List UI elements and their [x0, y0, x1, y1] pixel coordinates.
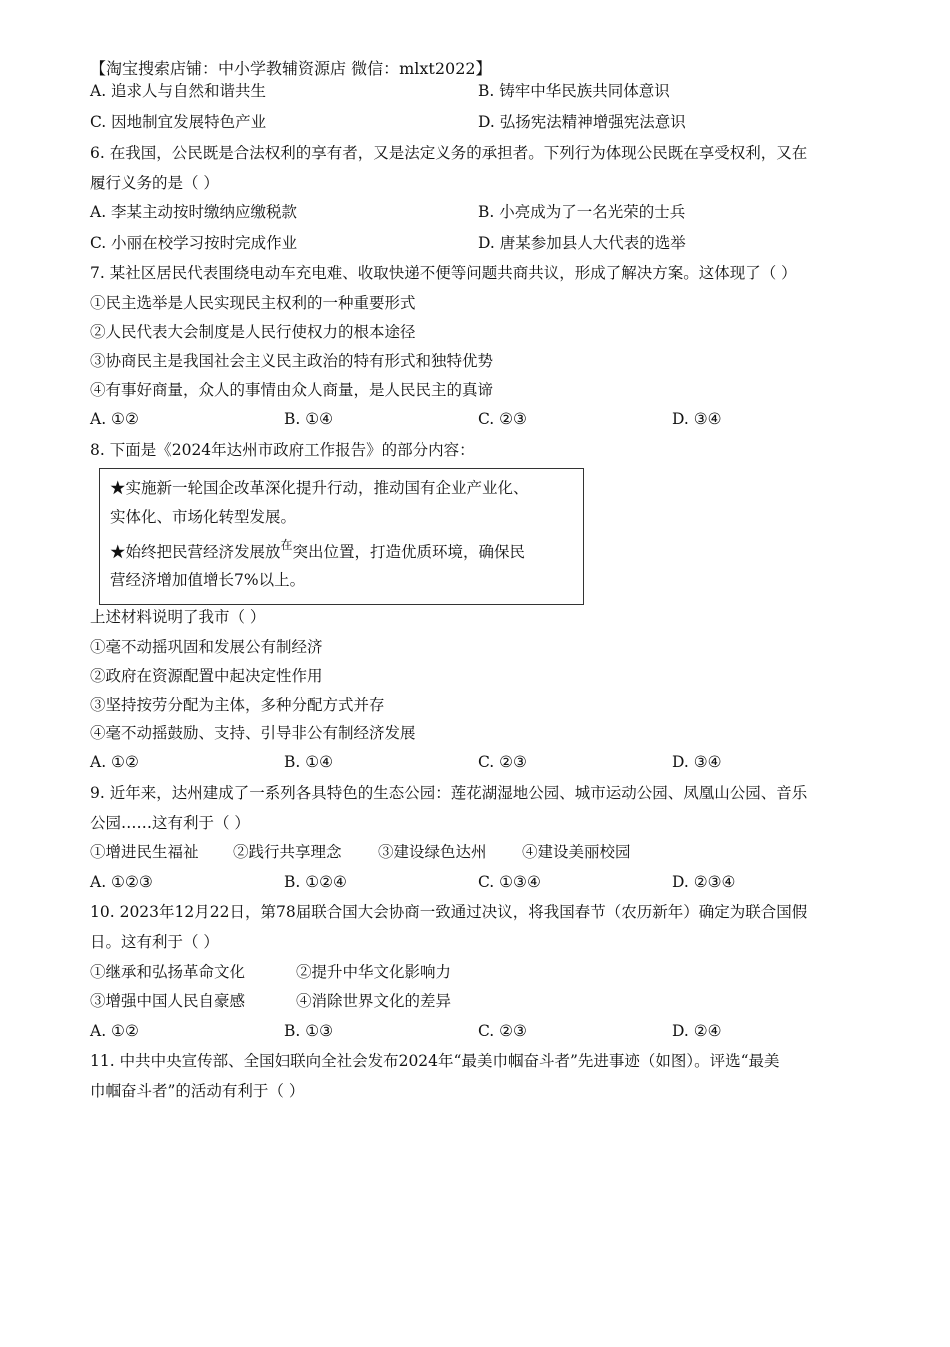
q10-option-a: A. ①②: [90, 1022, 139, 1040]
q10-stem-line2: 日。这有利于（ ）: [90, 933, 219, 951]
q8-box-line3-raised-char: 在: [280, 538, 293, 552]
q5-option-d: D. 弘扬宪法精神增强宪法意识: [478, 113, 686, 131]
q9-option-b: B. ①②④: [284, 873, 347, 891]
q8-option-c: C. ②③: [478, 753, 527, 771]
q6-option-d: D. 唐某参加县人大代表的选举: [478, 234, 686, 252]
q10-stem-line1: 10. 2023年12月22日，第78届联合国大会协商一致通过决议，将我国春节（农历新年）确定为联合国假: [90, 903, 808, 921]
q6-option-a: A. 李某主动按时缴纳应缴税款: [90, 203, 298, 221]
q10-option-b: B. ①③: [284, 1022, 334, 1040]
q10-item-3: ③增强中国人民自豪感: [90, 992, 246, 1010]
q7-option-a: A. ①②: [90, 410, 139, 428]
q5-option-a: A. 追求人与自然和谐共生: [90, 82, 267, 100]
q9-item-2: ②践行共享理念: [233, 843, 342, 861]
q9-item-3: ③建设绿色达州: [378, 843, 487, 861]
q6-option-b: B. 小亮成为了一名光荣的士兵: [478, 203, 686, 221]
q9-stem-line1: 9. 近年来，达州建成了一系列各具特色的生态公园：莲花湖湿地公园、城市运动公园、凤凰山公园、音乐: [90, 784, 808, 802]
q10-option-c: C. ②③: [478, 1022, 527, 1040]
q7-option-b: B. ①④: [284, 410, 334, 428]
q9-item-4: ④建设美丽校园: [522, 843, 631, 861]
q11-stem-line1: 11. 中共中央宣传部、全国妇联向全社会发布2024年“最美巾帼奋斗者”先进事迹（如图）。评选“最美: [90, 1052, 780, 1070]
q8-box-line2: 实体化、市场化转型发展。: [110, 508, 297, 526]
q9-option-d: D. ②③④: [672, 873, 736, 891]
q7-option-d: D. ③④: [672, 410, 722, 428]
q7-item-1: ①民主选举是人民实现民主权利的一种重要形式: [90, 294, 416, 312]
q5-option-b: B. 铸牢中华民族共同体意识: [478, 82, 670, 100]
q8-box-line1: ★实施新一轮国企改革深化提升行动，推动国有企业产业化、: [110, 479, 529, 497]
q8-box-line3: [110, 538, 526, 563]
q8-box-line4: 营经济增加值增长7%以上。: [110, 571, 306, 589]
q8-item-1: ①毫不动摇巩固和发展公有制经济: [90, 638, 323, 656]
q8-question: 上述材料说明了我市（ ）: [90, 608, 266, 626]
q8-option-d: D. ③④: [672, 753, 722, 771]
q7-item-3: ③协商民主是我国社会主义民主政治的特有形式和独特优势: [90, 352, 494, 370]
q8-material-box: [99, 468, 584, 605]
q9-stem-line2: 公园……这有利于（ ）: [90, 814, 250, 832]
q8-item-4: ④毫不动摇鼓励、支持、引导非公有制经济发展: [90, 724, 416, 742]
q8-stem: 8. 下面是《2024年达州市政府工作报告》的部分内容：: [90, 441, 475, 459]
q7-option-c: C. ②③: [478, 410, 527, 428]
q6-stem-line2: 履行义务的是（ ）: [90, 174, 219, 192]
q8-item-2: ②政府在资源配置中起决定性作用: [90, 667, 323, 685]
q11-stem-line2: 巾帼奋斗者”的活动有利于（ ）: [90, 1082, 305, 1100]
q8-item-3: ③坚持按劳分配为主体，多种分配方式并存: [90, 696, 385, 714]
q10-item-1: ①继承和弘扬革命文化: [90, 963, 246, 981]
q10-item-4: ④消除世界文化的差异: [296, 992, 452, 1010]
q6-stem-line1: 6. 在我国，公民既是合法权利的享有者，又是法定义务的承担者。下列行为体现公民既在享受权利，又在: [90, 144, 808, 162]
q10-item-2: ②提升中华文化影响力: [296, 963, 452, 981]
q8-option-b: B. ①④: [284, 753, 334, 771]
q6-option-c: C. 小丽在校学习按时完成作业: [90, 234, 298, 252]
q7-item-4: ④有事好商量，众人的事情由众人商量，是人民民主的真谛: [90, 381, 494, 399]
q5-option-c: C. 因地制宜发展特色产业: [90, 113, 267, 131]
q8-box-line3-part1: ★始终把民营经济发展放: [110, 543, 281, 561]
q8-box-line3-part2: 突出位置，打造优质环境，确保民: [292, 543, 526, 561]
q9-item-1: ①增进民生福祉: [90, 843, 199, 861]
page-header: 【淘宝搜索店铺：中小学教辅资源店 微信：mlxt2022】: [90, 59, 492, 78]
q7-item-2: ②人民代表大会制度是人民行使权力的根本途径: [90, 323, 416, 341]
q9-option-a: A. ①②③: [90, 873, 153, 891]
q7-stem: 7. 某社区居民代表围绕电动车充电难、收取快递不便等问题共商共议，形成了解决方案。这体现了（ ）: [90, 264, 797, 282]
q10-option-d: D. ②④: [672, 1022, 722, 1040]
q8-option-a: A. ①②: [90, 753, 139, 771]
q9-option-c: C. ①③④: [478, 873, 541, 891]
